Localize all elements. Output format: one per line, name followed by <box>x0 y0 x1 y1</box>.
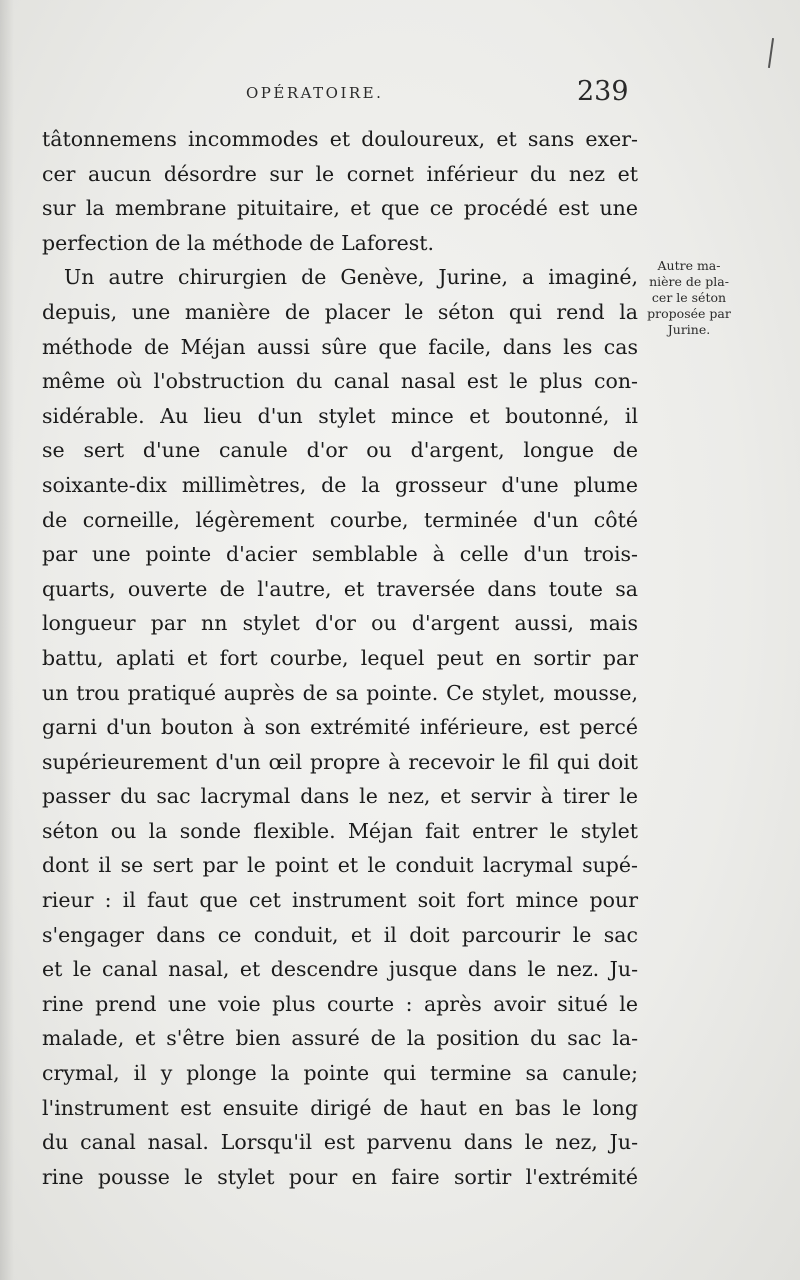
text-line: se sert d'une canule d'or ou d'argent, longue de <box>42 438 638 463</box>
text-line: même où l'obstruction du canal nasal est le plus con- <box>42 369 638 394</box>
text-line: crymal, il y plonge la pointe qui termine sa canule; <box>42 1061 638 1086</box>
text-line: un trou pratiqué auprès de sa pointe. Ce stylet, mousse, <box>42 680 638 705</box>
text-line: Un autre chirurgien de Genève, Jurine, a imaginé, <box>64 265 638 290</box>
margin-mark <box>768 38 774 68</box>
text-line: passer du sac lacrymal dans le nez, et servir à tirer le <box>42 784 638 809</box>
text-line: méthode de Méjan aussi sûre que facile, dans les cas <box>42 334 638 359</box>
text-line: séton ou la sonde flexible. Méjan fait entrer le stylet <box>42 818 638 843</box>
margin-note-line: proposée par <box>647 306 731 321</box>
margin-note-line: Jurine. <box>667 322 711 337</box>
margin-note-line: cer le séton <box>651 290 727 305</box>
text-line: dont il se sert par le point et le conduit lacrymal supé- <box>42 853 638 878</box>
text-line: par une pointe d'acier semblable à celle d'un trois- <box>42 542 638 567</box>
text-line: sur la membrane pituitaire, et que ce procédé est une <box>42 196 638 221</box>
text-line: soixante-dix millimètres, de la grosseur d'une plume <box>42 472 638 497</box>
body-text <box>42 122 638 1194</box>
text-line: sidérable. Au lieu d'un stylet mince et boutonné, il <box>42 403 638 428</box>
text-line: rine pousse le stylet pour en faire sortir l'extrémité <box>42 1164 638 1189</box>
running-head: OPÉRATOIRE. <box>246 84 384 102</box>
text-line: rieur : il faut que cet instrument soit fort mince pour <box>42 888 638 913</box>
text-line: du canal nasal. Lorsqu'il est parvenu dans le nez, Ju- <box>42 1130 638 1155</box>
text-line: depuis, une manière de placer le séton qui rend la <box>42 299 638 324</box>
text-line: quarts, ouverte de l'autre, et traversée dans toute sa <box>42 576 638 601</box>
margin-note-line: nière de pla- <box>649 274 729 289</box>
text-line: perfection de la méthode de Laforest. <box>42 230 435 255</box>
text-line: garni d'un bouton à son extrémité inférieure, est percé <box>42 715 638 740</box>
text-line: et le canal nasal, et descendre jusque dans le nez. Ju- <box>42 957 638 982</box>
text-line: l'instrument est ensuite dirigé de haut en bas le long <box>42 1095 638 1120</box>
text-line: de corneille, légèrement courbe, terminée d'un côté <box>42 507 638 532</box>
text-line: supérieurement d'un œil propre à recevoir le fil qui doit <box>42 749 638 774</box>
text-line: longueur par nn stylet d'or ou d'argent aussi, mais <box>42 611 638 636</box>
margin-note-line: Autre ma- <box>657 258 721 273</box>
page-number: 239 <box>577 76 629 107</box>
text-line: battu, aplati et fort courbe, lequel peut en sortir par <box>42 645 638 670</box>
text-line: tâtonnemens incommodes et douloureux, et sans exer- <box>42 127 638 151</box>
text-line: malade, et s'être bien assuré de la position du sac la- <box>42 1026 638 1051</box>
text-line: rine prend une voie plus courte : après avoir situé le <box>42 991 638 1016</box>
margin-note <box>634 258 744 338</box>
text-line: cer aucun désordre sur le cornet inférieur du nez et <box>42 161 638 186</box>
text-line: s'engager dans ce conduit, et il doit parcourir le sac <box>42 922 638 947</box>
